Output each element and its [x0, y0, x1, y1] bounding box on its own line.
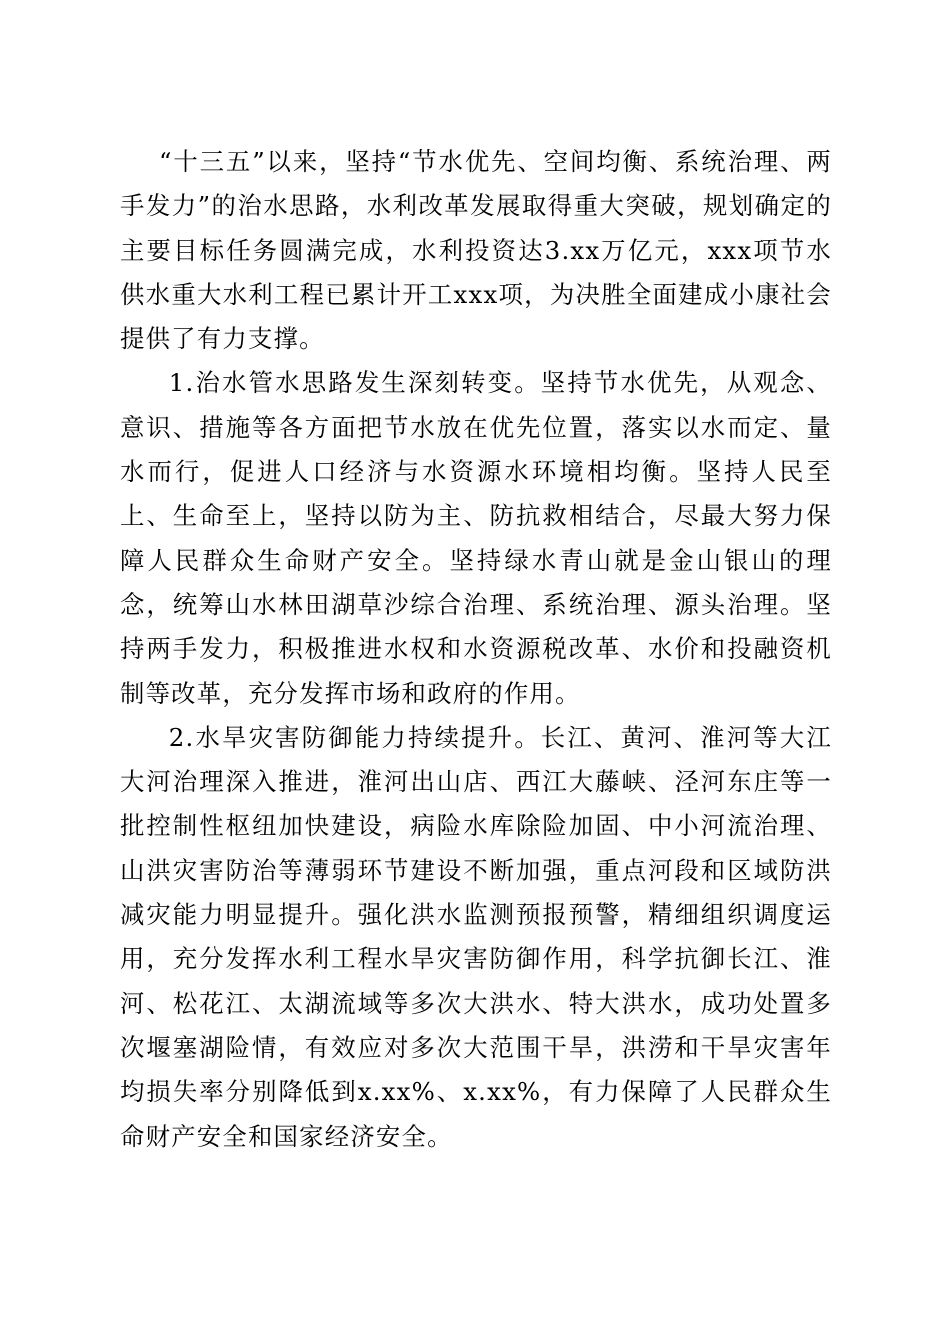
- paragraph-section-1: 1.治水管水思路发生深刻转变。坚持节水优先，从观念、意识、措施等各方面把节水放在优先位置，落实以水而定、量水而行，促进人口经济与水资源水环境相均衡。坚持人民至上、生命至上，坚持以防为主、防抗救相结合，尽最大努力保障人民群众生命财产安全。坚持绿水青山就是金山银山的理念，统筹山水林田湖草沙综合治理、系统治理、源头治理。坚持两手发力，积极推进水权和水资源税改革、水价和投融资机制等改革，充分发挥市场和政府的作用。: [120, 368, 832, 708]
- document-body: [120, 140, 832, 1159]
- paragraph-intro: “十三五”以来，坚持“节水优先、空间均衡、系统治理、两手发力”的治水思路，水利改革发展取得重大突破，规划确定的主要目标任务圆满完成，水利投资达3.xx万亿元，xxx项节水供水重大水利工程已累计开工xxx项，为决胜全面建成小康社会提供了有力支撑。: [120, 147, 832, 354]
- paragraph-section-2: 2.水旱灾害防御能力持续提升。长江、黄河、淮河等大江大河治理深入推进，淮河出山店、西江大藤峡、泾河东庄等一批控制性枢纽加快建设，病险水库除险加固、中小河流治理、山洪灾害防治等薄弱环节建设不断加强，重点河段和区域防洪减灾能力明显提升。强化洪水监测预报预警，精细组织调度运用，充分发挥水利工程水旱灾害防御作用，科学抗御长江、淮河、松花江、太湖流域等多次大洪水、特大洪水，成功处置多次堰塞湖险情，有效应对多次大范围干旱，洪涝和干旱灾害年均损失率分别降低到x.xx%、x.xx%，有力保障了人民群众生命财产安全和国家经济安全。: [120, 722, 832, 1151]
